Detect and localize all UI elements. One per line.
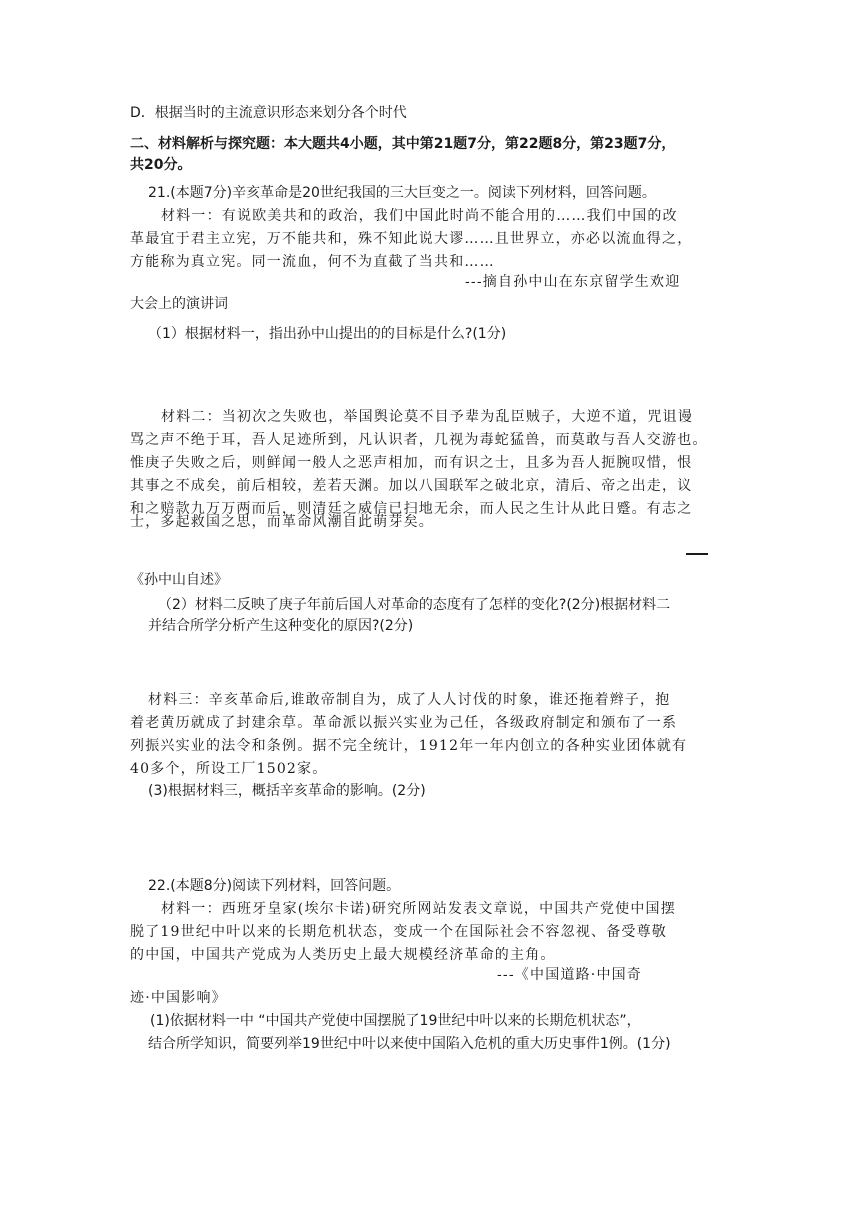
source-dash: [686, 553, 708, 555]
material-2-line-2: 骂之声不绝于耳，吾人足迹所到，凡认识者，几视为毒蛇猛兽，而莫敢与吾人交游也。: [130, 432, 708, 448]
material-2-line-3: 惟庚子失败之后，则鲜闻一般人之恶声相加，而有识之士，且多为吾人扼腕叹惜，恨: [130, 455, 693, 471]
section-heading: 二、材料解析与探究题：本大题共4小题，其中第21题7分，第22题8分，第23题7分，: [130, 136, 676, 152]
question-22-1: (1)依据材料一中 “中国共产党使中国摆脱了19世纪中叶以来的长期危机状态”，: [150, 1013, 641, 1029]
material-2-line-1: 材料二：当初次之失败也，举国舆论莫不目予辈为乱臣贼子，大逆不道，咒诅谩: [161, 409, 693, 425]
material-1-source: ---摘自孙中山在东京留学生欢迎: [465, 274, 681, 290]
section-heading-cont: 共20分。: [130, 157, 192, 173]
material-2-source: 《孙中山自述》: [130, 572, 228, 588]
material-1-source-cont: 大会上的演讲词: [130, 296, 228, 312]
material-1-line-2: 革最宜于君主立宪，万不能共和，殊不知此说大谬……且世界立，亦必以流血得之，: [130, 231, 693, 247]
q22-material-1-source-cont: 迹·中国影响》: [130, 990, 227, 1006]
question-21-2: （2）材料二反映了庚子年前后国人对革命的态度有了怎样的变化?(2分)根据材料二: [158, 597, 671, 613]
material-3-line-3: 列振兴实业的法令和条例。据不完全统计，1912年一年内创立的各种实业团体就有: [130, 738, 688, 754]
question-21-1: （1）根据材料一，指出孙中山提出的的目标是什么?(1分): [148, 326, 507, 342]
q22-material-1-source: ---《中国道路·中国奇: [497, 967, 643, 983]
q22-material-1-line-1: 材料一：西班牙皇家(埃尔卡诺)研究所网站发表文章说，中国共产党使中国摆: [161, 901, 676, 917]
question-21-3: (3)根据材料三，概括辛亥革命的影响。(2分): [148, 783, 426, 799]
material-3-line-1: 材料三：辛亥革命后,谁敢帝制自为，成了人人讨伐的时象，谁还拖着辫子，抱: [148, 692, 671, 708]
material-1-line-1: 材料一：有说欧美共和的政治，我们中国此时尚不能合用的……我们中国的改: [161, 208, 678, 224]
q22-material-1-line-3: 的中国，中国共产党成为人类历史上最大规模经济革命的主角。: [130, 947, 556, 963]
material-2-line-6: 士，多起救国之思，而革命风潮自此萌芽矣。: [130, 514, 434, 530]
material-3-line-2: 着老黄历就成了封建余草。革命派以振兴实业为己任，各级政府制定和颁布了一系: [130, 715, 678, 731]
question-22-title: 22.(本题8分)阅读下列材料，回答问题。: [148, 878, 401, 894]
material-2-line-4: 其事之不成矣，前后相较，差若天渊。加以八国联军之破北京，清后、帝之出走，议: [130, 478, 693, 494]
question-21-title: 21.(本题7分)辛亥革命是20世纪我国的三大巨变之一。阅读下列材料，回答问题。: [148, 185, 656, 201]
material-3-line-4: 40多个，所设工厂1502家。: [130, 761, 328, 777]
q22-material-1-line-2: 脱了19世纪中叶以来的长期危机状态，变成一个在国际社会不容忽视、备受尊敬: [130, 924, 668, 940]
material-2-line-5: 和之赔款九万万两而后，则清廷之威信已扫地无余，而人民之生计从此日蹙。有志之: [130, 501, 693, 517]
option-d: D．根据当时的主流意识形态来划分各个时代: [130, 105, 407, 121]
question-22-1-cont: 结合所学知识，简要列举19世纪中叶以来使中国陷入危机的重大历史事件1例。(1分): [148, 1036, 671, 1052]
material-1-line-3: 方能称为真立宪。同一流血，何不为直截了当共和……: [130, 254, 495, 270]
question-21-2-cont: 并结合所学分析产生这种变化的原因?(2分): [148, 618, 414, 634]
